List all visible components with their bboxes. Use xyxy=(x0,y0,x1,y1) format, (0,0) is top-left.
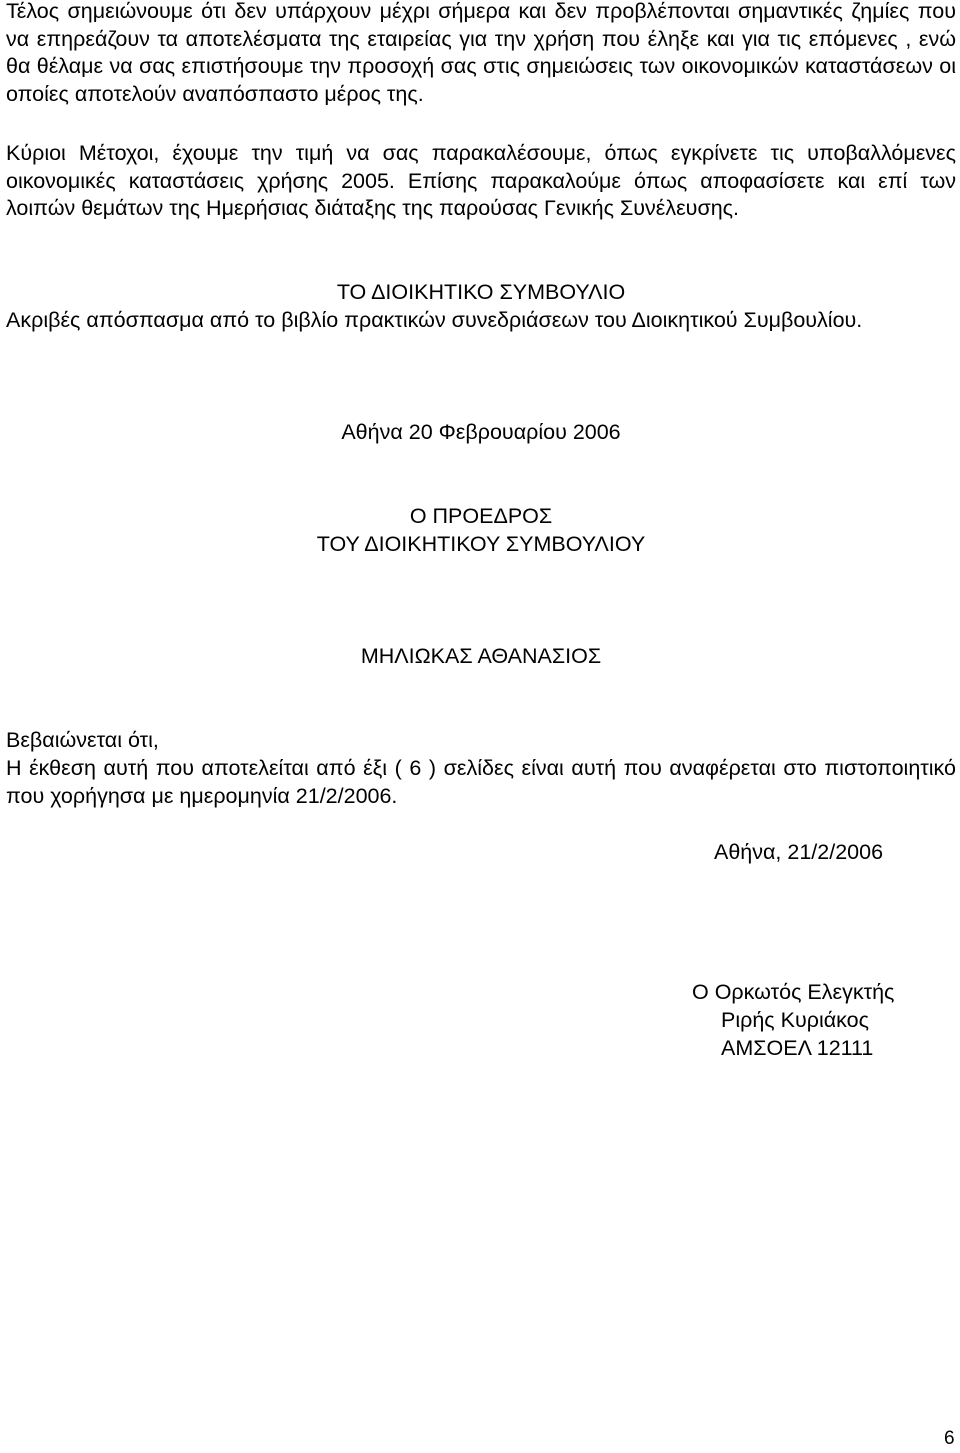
shareholders-request-paragraph: Κύριοι Μέτοχοι, έχουμε την τιμή να σας παρακαλέσουμε, όπως εγκρίνετε τις υποβαλλόμενες οικονομικές καταστάσεις χρήσης 2005. Επίσης παρακαλούμε όπως αποφασίσετε και επί των λοιπών θεμάτων της Ημερήσιας διάταξης της παρούσας Γενικής Συνέλευσης. xyxy=(6,141,956,220)
page-number: 6 xyxy=(944,1428,955,1449)
certification-intro: Βεβαιώνεται ότι, xyxy=(6,728,159,752)
board-extract-note: Ακριβές απόσπασμα από το βιβλίο πρακτικών συνεδριάσεων του Διοικητικού Συμβουλίου. xyxy=(6,308,863,332)
board-heading: ΤΟ ΔΙΟΙΚΗΤΙΚΟ ΣΥΜΒΟΥΛΙΟ xyxy=(336,280,626,304)
athens-date: Αθήνα 20 Φεβρουαρίου 2006 xyxy=(341,420,621,444)
president-name: ΜΗΛΙΩΚΑΣ ΑΘΑΝΑΣΙΟΣ xyxy=(360,644,602,668)
certification-date: Αθήνα, 21/2/2006 xyxy=(714,840,884,864)
president-title: Ο ΠΡΟΕΔΡΟΣ xyxy=(409,504,553,528)
certification-statement: Η έκθεση αυτή που αποτελείται από έξι ( 6 ) σελίδες είναι αυτή που αναφέρεται στο πιστοποιητικό που χορήγησα με ημερομηνία 21/2/2006. xyxy=(6,756,956,808)
auditor-title: Ο Ορκωτός Ελεγκτής xyxy=(692,980,895,1004)
auditor-registration: ΑΜΣΟΕΛ 12111 xyxy=(721,1036,874,1060)
auditor-name: Ριρής Κυριάκος xyxy=(721,1008,869,1032)
closing-remarks-paragraph: Τέλος σημειώνουμε ότι δεν υπάρχουν μέχρι σήμερα και δεν προβλέπονται σημαντικές ζημίες που να επηρεάζουν τα αποτελέσματα της εταιρείας για την χρήση που έληξε και για τις επόμενες , ενώ θα θέλαμε να σας επιστήσουμε την προσοχή σας στις σημειώσεις των οικονομικών καταστάσεων οι οποίες αποτελούν αναπόσπαστο μέρος της. xyxy=(6,0,956,106)
board-of-directors-line: ΤΟΥ ΔΙΟΙΚΗΤΙΚΟΥ ΣΥΜΒΟΥΛΙΟΥ xyxy=(316,532,646,556)
